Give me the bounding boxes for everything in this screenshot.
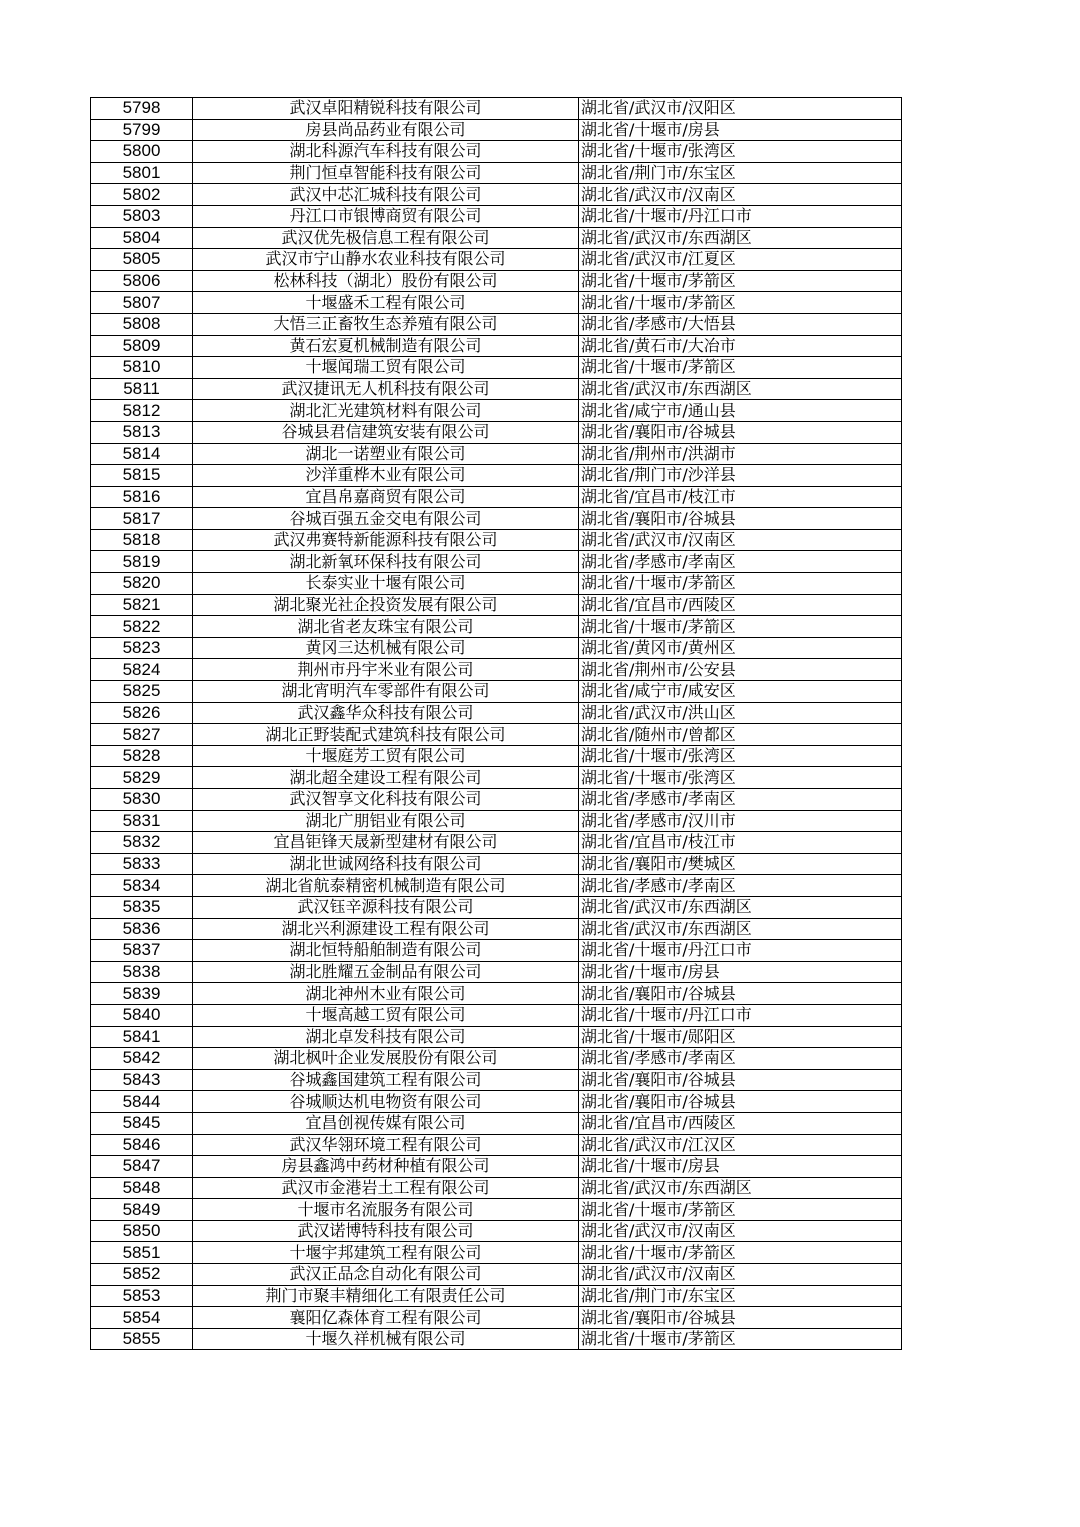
row-number-cell: 5831 (91, 810, 193, 832)
row-number-cell: 5853 (91, 1285, 193, 1307)
region-path-cell: 湖北省/宜昌市/西陵区 (579, 1112, 902, 1134)
company-name-cell: 湖北省老友珠宝有限公司 (193, 616, 579, 638)
row-number-cell: 5815 (91, 465, 193, 487)
company-name-cell: 湖北省航泰精密机械制造有限公司 (193, 875, 579, 897)
table-row (91, 205, 902, 227)
company-name-cell: 武汉正品念自动化有限公司 (193, 1264, 579, 1286)
company-name-cell: 沙洋重桦木业有限公司 (193, 465, 579, 487)
row-number-cell: 5819 (91, 551, 193, 573)
row-number-cell: 5801 (91, 162, 193, 184)
company-name-cell: 宜昌帛嘉商贸有限公司 (193, 486, 579, 508)
row-number-cell: 5804 (91, 227, 193, 249)
company-name-cell: 松林科技（湖北）股份有限公司 (193, 270, 579, 292)
region-path-cell: 湖北省/十堰市/丹江口市 (579, 205, 902, 227)
row-number-cell: 5837 (91, 940, 193, 962)
company-name-cell: 谷城百强五金交电有限公司 (193, 508, 579, 530)
row-number-cell: 5841 (91, 1026, 193, 1048)
row-number-cell: 5827 (91, 724, 193, 746)
row-number-cell: 5818 (91, 529, 193, 551)
region-path-cell: 湖北省/黄石市/大冶市 (579, 335, 902, 357)
company-name-cell: 武汉捷讯无人机科技有限公司 (193, 378, 579, 400)
row-number-cell: 5851 (91, 1242, 193, 1264)
table-row (91, 616, 902, 638)
row-number-cell: 5805 (91, 249, 193, 271)
company-name-cell: 十堰盛禾工程有限公司 (193, 292, 579, 314)
region-path-cell: 湖北省/十堰市/茅箭区 (579, 573, 902, 595)
row-number-cell: 5848 (91, 1177, 193, 1199)
row-number-cell: 5817 (91, 508, 193, 530)
row-number-cell: 5833 (91, 853, 193, 875)
company-name-cell: 十堰闻瑞工贸有限公司 (193, 357, 579, 379)
region-path-cell: 湖北省/荆州市/洪湖市 (579, 443, 902, 465)
region-path-cell: 湖北省/襄阳市/谷城县 (579, 983, 902, 1005)
region-path-cell: 湖北省/宜昌市/枝江市 (579, 832, 902, 854)
region-path-cell: 湖北省/武汉市/汉南区 (579, 1264, 902, 1286)
region-path-cell: 湖北省/武汉市/东西湖区 (579, 1177, 902, 1199)
company-name-cell: 湖北胜耀五金制品有限公司 (193, 961, 579, 983)
table-row (91, 1177, 902, 1199)
table-row (91, 637, 902, 659)
row-number-cell: 5835 (91, 896, 193, 918)
table-row (91, 508, 902, 530)
company-name-cell: 黄冈三达机械有限公司 (193, 637, 579, 659)
region-path-cell: 湖北省/襄阳市/谷城县 (579, 421, 902, 443)
region-path-cell: 湖北省/襄阳市/谷城县 (579, 1307, 902, 1329)
table-row (91, 1285, 902, 1307)
company-name-cell: 宜昌钜锋天晟新型建材有限公司 (193, 832, 579, 854)
table-row (91, 486, 902, 508)
row-number-cell: 5828 (91, 745, 193, 767)
table-row (91, 119, 902, 141)
table-row (91, 1026, 902, 1048)
row-number-cell: 5799 (91, 119, 193, 141)
table-row (91, 162, 902, 184)
row-number-cell: 5824 (91, 659, 193, 681)
region-path-cell: 湖北省/武汉市/东西湖区 (579, 227, 902, 249)
region-path-cell: 湖北省/咸宁市/咸安区 (579, 681, 902, 703)
company-name-cell: 湖北恒特船舶制造有限公司 (193, 940, 579, 962)
region-path-cell: 湖北省/孝感市/大悟县 (579, 313, 902, 335)
table-row (91, 745, 902, 767)
company-name-cell: 湖北广朋铝业有限公司 (193, 810, 579, 832)
table-row (91, 659, 902, 681)
row-number-cell: 5849 (91, 1199, 193, 1221)
table-row (91, 789, 902, 811)
region-path-cell: 湖北省/黄冈市/黄州区 (579, 637, 902, 659)
row-number-cell: 5843 (91, 1069, 193, 1091)
row-number-cell: 5852 (91, 1264, 193, 1286)
table-row (91, 832, 902, 854)
region-path-cell: 湖北省/十堰市/茅箭区 (579, 1328, 902, 1350)
table-row (91, 421, 902, 443)
row-number-cell: 5826 (91, 702, 193, 724)
company-name-cell: 房县尚品药业有限公司 (193, 119, 579, 141)
region-path-cell: 湖北省/武汉市/东西湖区 (579, 896, 902, 918)
region-path-cell: 湖北省/襄阳市/谷城县 (579, 1069, 902, 1091)
company-name-cell: 谷城顺达机电物资有限公司 (193, 1091, 579, 1113)
table-row (91, 853, 902, 875)
table-row (91, 1156, 902, 1178)
region-path-cell: 湖北省/十堰市/张湾区 (579, 767, 902, 789)
region-path-cell: 湖北省/十堰市/茅箭区 (579, 357, 902, 379)
company-name-cell: 武汉华翎环境工程有限公司 (193, 1134, 579, 1156)
company-name-cell: 黄石宏夏机械制造有限公司 (193, 335, 579, 357)
row-number-cell: 5845 (91, 1112, 193, 1134)
company-name-cell: 房县鑫鸿中药材种植有限公司 (193, 1156, 579, 1178)
company-name-cell: 十堰高越工贸有限公司 (193, 1004, 579, 1026)
row-number-cell: 5847 (91, 1156, 193, 1178)
company-name-cell: 武汉鑫华众科技有限公司 (193, 702, 579, 724)
table-row (91, 983, 902, 1005)
row-number-cell: 5854 (91, 1307, 193, 1329)
region-path-cell: 湖北省/十堰市/茅箭区 (579, 1199, 902, 1221)
row-number-cell: 5850 (91, 1220, 193, 1242)
region-path-cell: 湖北省/武汉市/汉阳区 (579, 98, 902, 120)
table-row (91, 918, 902, 940)
row-number-cell: 5812 (91, 400, 193, 422)
row-number-cell: 5822 (91, 616, 193, 638)
region-path-cell: 湖北省/武汉市/东西湖区 (579, 378, 902, 400)
company-name-cell: 武汉诺博特科技有限公司 (193, 1220, 579, 1242)
company-name-cell: 大悟三正畜牧生态养殖有限公司 (193, 313, 579, 335)
table-row (91, 1069, 902, 1091)
table-row (91, 249, 902, 271)
company-name-cell: 十堰庭芳工贸有限公司 (193, 745, 579, 767)
company-name-cell: 湖北汇光建筑材料有限公司 (193, 400, 579, 422)
company-name-cell: 十堰宇邦建筑工程有限公司 (193, 1242, 579, 1264)
row-number-cell: 5832 (91, 832, 193, 854)
row-number-cell: 5810 (91, 357, 193, 379)
company-name-cell: 荆门市聚丰精细化工有限责任公司 (193, 1285, 579, 1307)
table-row (91, 378, 902, 400)
row-number-cell: 5829 (91, 767, 193, 789)
region-path-cell: 湖北省/十堰市/房县 (579, 1156, 902, 1178)
table-row (91, 810, 902, 832)
region-path-cell: 湖北省/十堰市/茅箭区 (579, 1242, 902, 1264)
table-row (91, 1199, 902, 1221)
region-path-cell: 湖北省/随州市/曾都区 (579, 724, 902, 746)
region-path-cell: 湖北省/孝感市/孝南区 (579, 789, 902, 811)
company-name-cell: 湖北一诺塑业有限公司 (193, 443, 579, 465)
region-path-cell: 湖北省/十堰市/茅箭区 (579, 292, 902, 314)
row-number-cell: 5834 (91, 875, 193, 897)
company-name-cell: 湖北宵明汽车零部件有限公司 (193, 681, 579, 703)
table-row (91, 1112, 902, 1134)
company-name-cell: 湖北兴利源建设工程有限公司 (193, 918, 579, 940)
company-name-cell: 长泰实业十堰有限公司 (193, 573, 579, 595)
table-row (91, 681, 902, 703)
row-number-cell: 5838 (91, 961, 193, 983)
table-row (91, 702, 902, 724)
company-name-cell: 十堰久祥机械有限公司 (193, 1328, 579, 1350)
region-path-cell: 湖北省/宜昌市/西陵区 (579, 594, 902, 616)
company-name-cell: 襄阳亿森体育工程有限公司 (193, 1307, 579, 1329)
company-name-cell: 湖北枫叶企业发展股份有限公司 (193, 1048, 579, 1070)
row-number-cell: 5807 (91, 292, 193, 314)
table-row (91, 98, 902, 120)
table-row (91, 594, 902, 616)
region-path-cell: 湖北省/武汉市/江夏区 (579, 249, 902, 271)
table-row (91, 1091, 902, 1113)
region-path-cell: 湖北省/武汉市/汉南区 (579, 1220, 902, 1242)
region-path-cell: 湖北省/十堰市/张湾区 (579, 141, 902, 163)
company-name-cell: 荆州市丹宇米业有限公司 (193, 659, 579, 681)
table-row (91, 551, 902, 573)
table-row (91, 313, 902, 335)
row-number-cell: 5844 (91, 1091, 193, 1113)
row-number-cell: 5814 (91, 443, 193, 465)
row-number-cell: 5800 (91, 141, 193, 163)
company-name-cell: 武汉优先极信息工程有限公司 (193, 227, 579, 249)
table-row (91, 1242, 902, 1264)
table-row (91, 1307, 902, 1329)
row-number-cell: 5840 (91, 1004, 193, 1026)
table-row (91, 1004, 902, 1026)
row-number-cell: 5842 (91, 1048, 193, 1070)
table-row (91, 335, 902, 357)
table-row (91, 184, 902, 206)
row-number-cell: 5811 (91, 378, 193, 400)
company-name-cell: 荆门恒卓智能科技有限公司 (193, 162, 579, 184)
company-name-cell: 武汉钰辛源科技有限公司 (193, 896, 579, 918)
table-row (91, 400, 902, 422)
region-path-cell: 湖北省/荆门市/东宝区 (579, 1285, 902, 1307)
region-path-cell: 湖北省/襄阳市/谷城县 (579, 1091, 902, 1113)
region-path-cell: 湖北省/武汉市/汉南区 (579, 184, 902, 206)
row-number-cell: 5830 (91, 789, 193, 811)
company-name-cell: 十堰市名流服务有限公司 (193, 1199, 579, 1221)
region-path-cell: 湖北省/十堰市/张湾区 (579, 745, 902, 767)
region-path-cell: 湖北省/武汉市/汉南区 (579, 529, 902, 551)
region-path-cell: 湖北省/十堰市/郧阳区 (579, 1026, 902, 1048)
table-row (91, 1328, 902, 1350)
row-number-cell: 5816 (91, 486, 193, 508)
company-name-cell: 谷城县君信建筑安装有限公司 (193, 421, 579, 443)
row-number-cell: 5820 (91, 573, 193, 595)
region-path-cell: 湖北省/孝感市/孝南区 (579, 1048, 902, 1070)
region-path-cell: 湖北省/武汉市/江汉区 (579, 1134, 902, 1156)
company-name-cell: 丹江口市银博商贸有限公司 (193, 205, 579, 227)
region-path-cell: 湖北省/孝感市/孝南区 (579, 875, 902, 897)
table-row (91, 227, 902, 249)
company-name-cell: 湖北新氧环保科技有限公司 (193, 551, 579, 573)
table-row (91, 767, 902, 789)
table-row (91, 529, 902, 551)
table-row (91, 724, 902, 746)
row-number-cell: 5846 (91, 1134, 193, 1156)
company-name-cell: 谷城鑫国建筑工程有限公司 (193, 1069, 579, 1091)
table-row (91, 875, 902, 897)
row-number-cell: 5808 (91, 313, 193, 335)
company-list-table (90, 97, 902, 1350)
row-number-cell: 5823 (91, 637, 193, 659)
company-name-cell: 武汉卓阳精锐科技有限公司 (193, 98, 579, 120)
row-number-cell: 5802 (91, 184, 193, 206)
region-path-cell: 湖北省/咸宁市/通山县 (579, 400, 902, 422)
row-number-cell: 5821 (91, 594, 193, 616)
table-row (91, 940, 902, 962)
region-path-cell: 湖北省/十堰市/茅箭区 (579, 270, 902, 292)
region-path-cell: 湖北省/荆门市/东宝区 (579, 162, 902, 184)
table-row (91, 1264, 902, 1286)
table-row (91, 465, 902, 487)
row-number-cell: 5839 (91, 983, 193, 1005)
company-name-cell: 湖北超全建设工程有限公司 (193, 767, 579, 789)
region-path-cell: 湖北省/十堰市/房县 (579, 961, 902, 983)
company-name-cell: 湖北正野装配式建筑科技有限公司 (193, 724, 579, 746)
region-path-cell: 湖北省/孝感市/孝南区 (579, 551, 902, 573)
row-number-cell: 5825 (91, 681, 193, 703)
table-row (91, 357, 902, 379)
region-path-cell: 湖北省/十堰市/丹江口市 (579, 940, 902, 962)
table-row (91, 270, 902, 292)
company-name-cell: 武汉市宁山静水农业科技有限公司 (193, 249, 579, 271)
table-row (91, 961, 902, 983)
company-name-cell: 湖北卓发科技有限公司 (193, 1026, 579, 1048)
row-number-cell: 5836 (91, 918, 193, 940)
company-name-cell: 湖北科源汽车科技有限公司 (193, 141, 579, 163)
region-path-cell: 湖北省/荆州市/公安县 (579, 659, 902, 681)
region-path-cell: 湖北省/宜昌市/枝江市 (579, 486, 902, 508)
table-row (91, 896, 902, 918)
region-path-cell: 湖北省/十堰市/茅箭区 (579, 616, 902, 638)
company-name-cell: 武汉智享文化科技有限公司 (193, 789, 579, 811)
table-row (91, 1220, 902, 1242)
row-number-cell: 5809 (91, 335, 193, 357)
table-row (91, 1134, 902, 1156)
table-row (91, 292, 902, 314)
region-path-cell: 湖北省/武汉市/洪山区 (579, 702, 902, 724)
row-number-cell: 5803 (91, 205, 193, 227)
company-name-cell: 湖北神州木业有限公司 (193, 983, 579, 1005)
region-path-cell: 湖北省/襄阳市/樊城区 (579, 853, 902, 875)
table-row (91, 573, 902, 595)
company-name-cell: 湖北世诚网络科技有限公司 (193, 853, 579, 875)
region-path-cell: 湖北省/十堰市/丹江口市 (579, 1004, 902, 1026)
region-path-cell: 湖北省/孝感市/汉川市 (579, 810, 902, 832)
table-row (91, 443, 902, 465)
table-row (91, 1048, 902, 1070)
company-name-cell: 湖北聚光社企投资发展有限公司 (193, 594, 579, 616)
company-name-cell: 武汉弗赛特新能源科技有限公司 (193, 529, 579, 551)
company-name-cell: 宜昌创视传媒有限公司 (193, 1112, 579, 1134)
row-number-cell: 5855 (91, 1328, 193, 1350)
region-path-cell: 湖北省/十堰市/房县 (579, 119, 902, 141)
table-row (91, 141, 902, 163)
region-path-cell: 湖北省/武汉市/东西湖区 (579, 918, 902, 940)
row-number-cell: 5798 (91, 98, 193, 120)
row-number-cell: 5806 (91, 270, 193, 292)
region-path-cell: 湖北省/荆门市/沙洋县 (579, 465, 902, 487)
row-number-cell: 5813 (91, 421, 193, 443)
region-path-cell: 湖北省/襄阳市/谷城县 (579, 508, 902, 530)
company-name-cell: 武汉中芯汇城科技有限公司 (193, 184, 579, 206)
table-body (91, 98, 902, 1350)
company-name-cell: 武汉市金港岩土工程有限公司 (193, 1177, 579, 1199)
